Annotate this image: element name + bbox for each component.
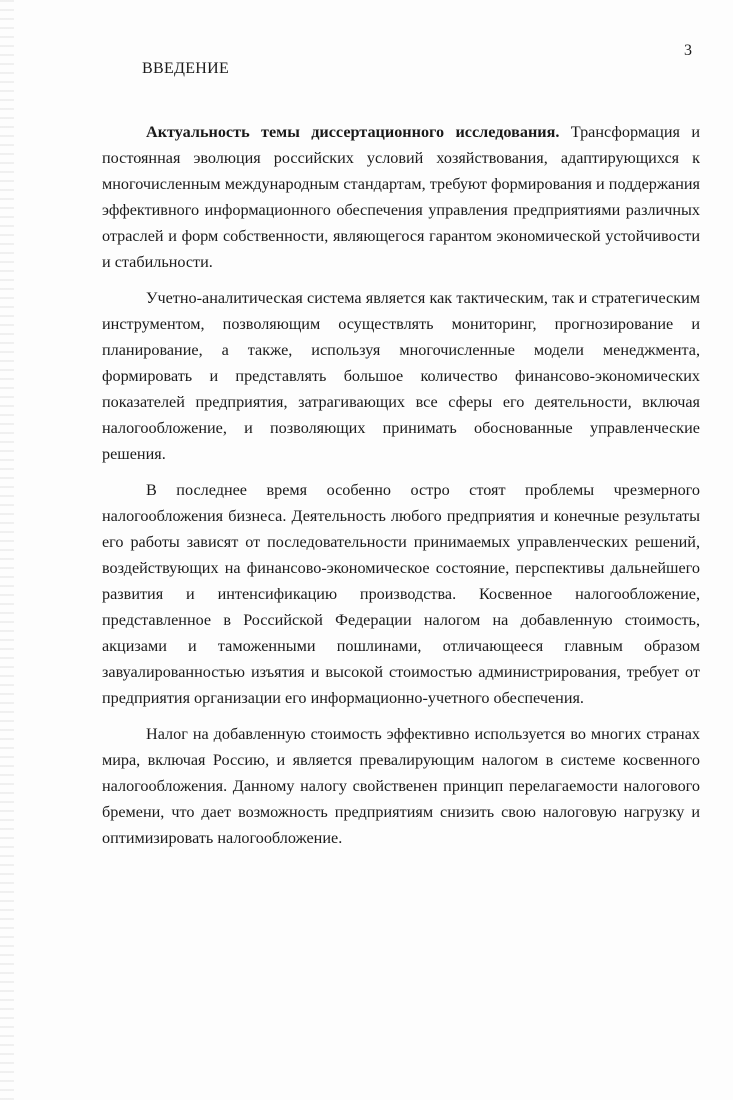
paragraph-relevance — [102, 119, 700, 275]
section-heading: ВВЕДЕНИЕ — [142, 60, 230, 77]
paragraph-text: Трансформация и постоянная эволюция российских условий хозяйствования, адаптирующихся к многочисленным международным стандартам, требуют формирования и поддержания эффективного информационного обеспечения управления предприятиями различных отраслей и форм собственности, являющегося гарантом экономической устойчивости и стабильности. — [102, 123, 700, 271]
body-text — [102, 119, 700, 861]
paragraph-lead: Актуальность темы диссертационного исследования. — [146, 123, 560, 141]
paragraph-accounting-system: Учетно-аналитическая система является как тактическим, так и стратегическим инструментом, позволяющим осуществлять мониторинг, прогнозирование и планирование, а также, используя многочисленные модели менеджмента, формировать и представлять большое количество финансово-экономических показателей предприятия, затрагивающих все сферы его деятельности, включая налогообложение, и позволяющих принимать обоснованные управленческие решения. — [102, 289, 700, 463]
scan-margin-artifact — [0, 0, 14, 1100]
paragraph-vat: Налог на добавленную стоимость эффективно используется во многих странах мира, включая Россию, и является превалирующим налогом в системе косвенного налогообложения. Данному налогу свойственен принцип перелагаемости налогового бремени, что дает возможность предприятиям снизить свою налоговую нагрузку и оптимизировать налогообложение. — [102, 725, 700, 847]
paragraph-tax-burden: В последнее время особенно остро стоят проблемы чрезмерного налогообложения бизнеса. Деятельность любого предприятия и конечные результаты его работы зависят от последовательности принимаемых управленческих решений, воздействующих на финансово-экономическое состояние, перспективы дальнейшего развития и интенсификацию производства. Косвенное налогообложение, представленное в Российской Федерации налогом на добавленную стоимость, акцизами и таможенными пошлинами, отличающееся главным образом завуалированностью изъятия и высокой стоимостью администрирования, требует от предприятия организации его информационно-учетного обеспечения. — [102, 481, 700, 707]
page-number: 3 — [684, 42, 692, 59]
